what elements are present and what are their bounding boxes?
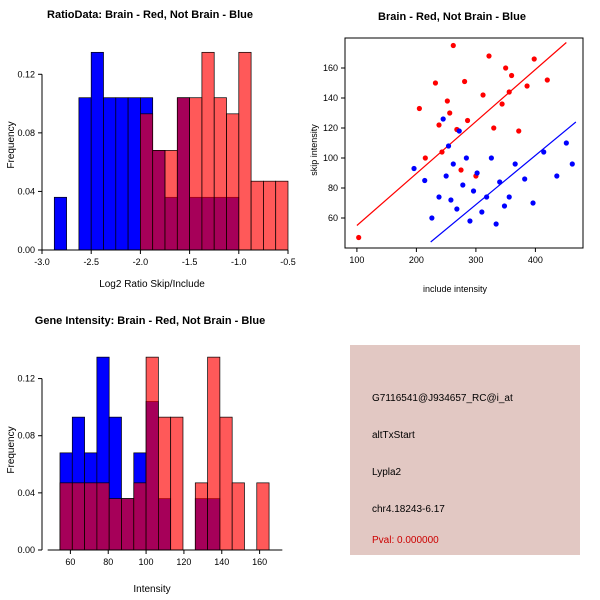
svg-text:100: 100 xyxy=(138,557,154,567)
svg-text:140: 140 xyxy=(322,93,338,103)
svg-text:100: 100 xyxy=(322,153,338,163)
intensity-scatter-panel xyxy=(300,0,600,300)
svg-text:0.00: 0.00 xyxy=(17,245,35,255)
ratio-histogram-xlabel: Log2 Ratio Skip/Include xyxy=(99,279,205,290)
gene-info-panel xyxy=(350,345,580,555)
gene-intensity-histogram-svg xyxy=(0,300,300,600)
svg-text:80: 80 xyxy=(327,183,338,193)
svg-text:-2.0: -2.0 xyxy=(132,257,149,267)
ratio-histogram-title: RatioData: Brain - Red, Not Brain - Blue xyxy=(47,9,253,21)
svg-text:140: 140 xyxy=(214,557,230,567)
svg-text:80: 80 xyxy=(103,557,114,567)
gene-intensity-histogram-title: Gene Intensity: Brain - Red, Not Brain - Blue xyxy=(34,315,266,327)
gene-intensity-histogram-ylabel: Frequency xyxy=(6,426,17,474)
svg-text:-1.5: -1.5 xyxy=(181,257,198,267)
gene-name-text: Lypla2 xyxy=(372,467,402,478)
svg-text:-3.0: -3.0 xyxy=(34,257,50,267)
intensity-scatter-xlabel: include intensity xyxy=(422,284,488,294)
svg-text:0.12: 0.12 xyxy=(17,373,35,384)
svg-text:-0.5: -0.5 xyxy=(280,257,296,267)
ratio-histogram-panel xyxy=(0,0,300,300)
svg-text:0.04: 0.04 xyxy=(17,487,35,498)
svg-text:160: 160 xyxy=(322,63,338,73)
svg-text:160: 160 xyxy=(252,557,268,567)
locus-text: chr4.18243-6.17 xyxy=(372,504,445,515)
svg-text:0.08: 0.08 xyxy=(17,127,35,138)
svg-text:200: 200 xyxy=(408,255,424,265)
intensity-scatter-svg xyxy=(300,0,600,300)
svg-text:300: 300 xyxy=(468,255,484,265)
svg-text:0.12: 0.12 xyxy=(17,69,35,80)
ratio-histogram-ylabel: Frequency xyxy=(6,121,17,169)
gene-intensity-histogram-panel xyxy=(0,300,300,600)
probe-id-text: G7116541@J934657_RC@i_at xyxy=(372,393,513,404)
svg-text:120: 120 xyxy=(176,557,192,567)
svg-text:-2.5: -2.5 xyxy=(83,257,99,267)
pval-text: Pval: 0.000000 xyxy=(372,535,439,546)
svg-text:60: 60 xyxy=(327,213,338,223)
ratio-histogram-svg xyxy=(0,0,300,300)
svg-text:400: 400 xyxy=(527,255,543,265)
intensity-scatter-points xyxy=(345,38,583,248)
event-type-text: altTxStart xyxy=(372,430,415,441)
svg-text:120: 120 xyxy=(322,123,338,133)
gene-intensity-histogram-bars xyxy=(60,357,269,550)
svg-text:0.04: 0.04 xyxy=(17,186,35,197)
intensity-scatter-ylabel: skip intensity xyxy=(309,124,319,176)
intensity-scatter-title: Brain - Red, Not Brain - Blue xyxy=(378,11,526,23)
ratio-histogram-bars xyxy=(54,52,288,250)
svg-text:0.08: 0.08 xyxy=(17,430,35,441)
svg-text:60: 60 xyxy=(65,557,76,567)
svg-text:0.00: 0.00 xyxy=(17,545,35,555)
svg-text:100: 100 xyxy=(349,255,365,265)
gene-intensity-histogram-xlabel: Intensity xyxy=(133,584,171,595)
svg-text:-1.0: -1.0 xyxy=(231,257,247,267)
